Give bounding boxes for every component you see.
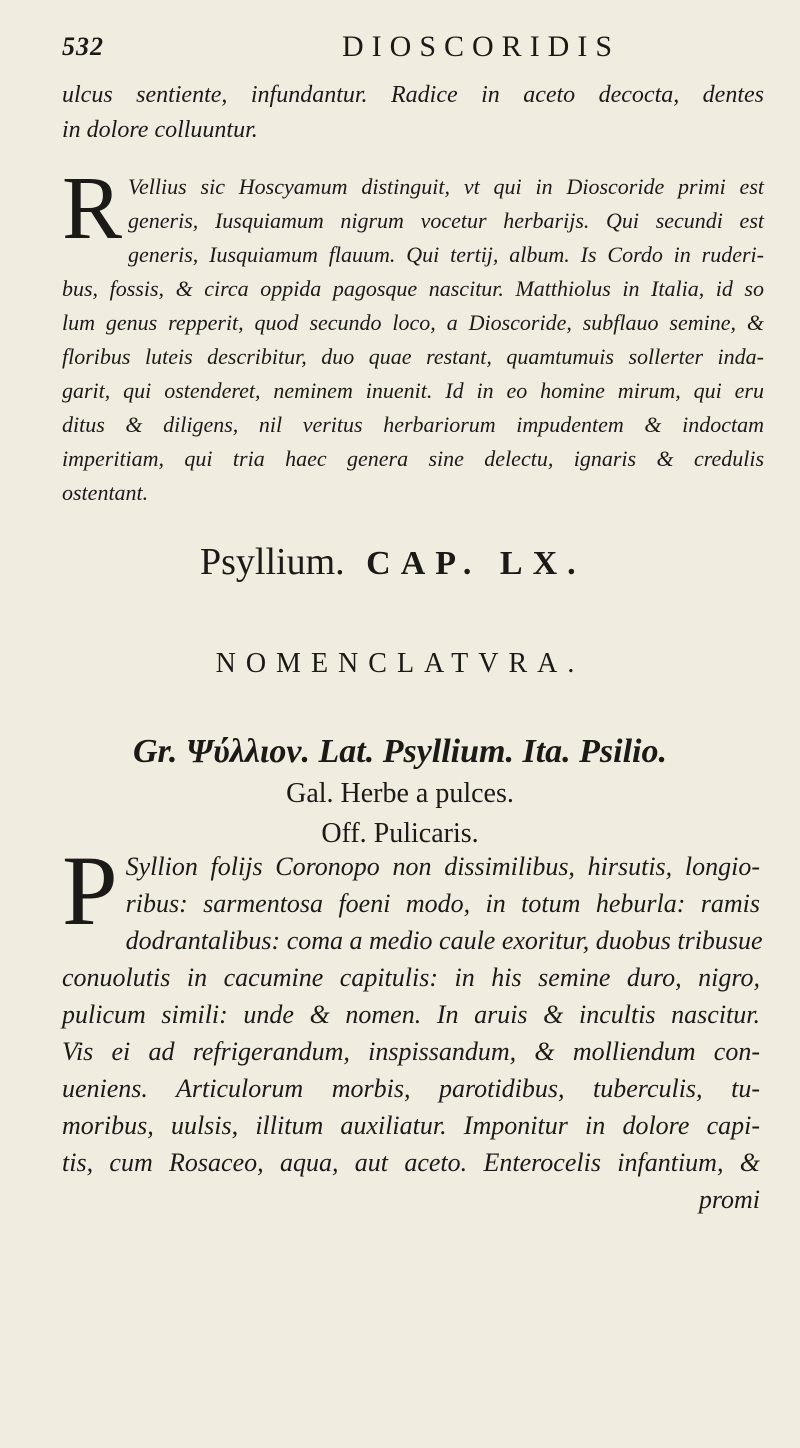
text-line: ribus: sarmentosa foeni modo, in totum heburla: ramis xyxy=(125,889,760,918)
psyllion-paragraph xyxy=(62,835,763,1218)
text-line: Syllion folijs Coronopo non dissimilibus, hirsutis, longio- xyxy=(125,852,760,881)
synonym-greek-latin-italian: Gr. Ψύλλιον. Lat. Psyllium. Ita. Psilio. xyxy=(133,733,667,770)
synonym-officinal: Off. Pulicaris. xyxy=(321,818,479,849)
page-header xyxy=(62,28,730,68)
chapter-heading xyxy=(200,540,700,584)
carryover-paragraph xyxy=(62,78,764,148)
text-line: floribus luteis describitur, duo quae restant, quamtumuis sollerter inda- xyxy=(62,344,764,369)
text-line: dodrantalibus: coma a medio caule exoritur, duobus tribusue xyxy=(125,926,763,955)
nomenclatura-heading: NOMENCLATVRA. xyxy=(215,648,585,679)
drop-cap: R xyxy=(62,159,123,258)
page-number: 532 xyxy=(62,32,104,61)
text-line: imperitiam, qui tria haec genera sine delectu, ignaris & credulis xyxy=(62,446,764,471)
text-line: moribus, uulsis, illitum auxiliatur. Imponitur in dolore capi- xyxy=(62,1111,760,1140)
text-line: ostentant. xyxy=(62,480,149,505)
synonyms-block xyxy=(0,730,800,854)
text-line: ditus & diligens, nil veritus herbariorum impudentem & indoctam xyxy=(62,412,764,437)
text-line: Vis ei ad refrigerandum, inspissandum, & molliendum con- xyxy=(62,1037,760,1066)
chapter-title: Psyllium. xyxy=(200,541,345,583)
synonym-gallic: Gal. Herbe a pulces. xyxy=(286,778,514,809)
chapter-number: CAP. LX. xyxy=(366,545,586,582)
ruellius-paragraph xyxy=(62,159,764,510)
text-line: garit, qui ostenderet, neminem inuenit. Id in eo homine mirum, qui eru xyxy=(62,378,764,403)
text-line: generis, Iusquiamum flauum. Qui tertij, album. Is Cordo in ruderi- xyxy=(128,242,764,267)
text-line: ulcus sentiente, infundantur. Radice in aceto decocta, dentes xyxy=(62,82,764,108)
text-line: generis, Iusquiamum nigrum vocetur herbarijs. Qui secundi est xyxy=(128,208,764,233)
text-line: pulicum simili: unde & nomen. In aruis & incultis nascitur. xyxy=(62,1000,760,1029)
text-line: lum genus repperit, quod secundo loco, a Dioscoride, subflauo semine, & xyxy=(62,310,764,335)
text-line: conuolutis in cacumine capitulis: in his semine duro, nigro, xyxy=(62,963,760,992)
drop-cap: P xyxy=(62,835,118,946)
running-head: DIOSCORIDIS xyxy=(342,30,621,63)
text-line: bus, fossis, & circa oppida pagosque nascitur. Matthiolus in Italia, id so xyxy=(62,276,764,301)
catchword: promi xyxy=(698,1185,760,1214)
text-line: tis, cum Rosaceo, aqua, aut aceto. Enterocelis infantium, & xyxy=(62,1148,760,1177)
text-line: ueniens. Articulorum morbis, parotidibus, tuberculis, tu- xyxy=(62,1074,760,1103)
text-line: in dolore colluuntur. xyxy=(62,117,258,143)
text-line: Vellius sic Hoscyamum distinguit, vt qui in Dioscoride primi est xyxy=(128,174,764,199)
